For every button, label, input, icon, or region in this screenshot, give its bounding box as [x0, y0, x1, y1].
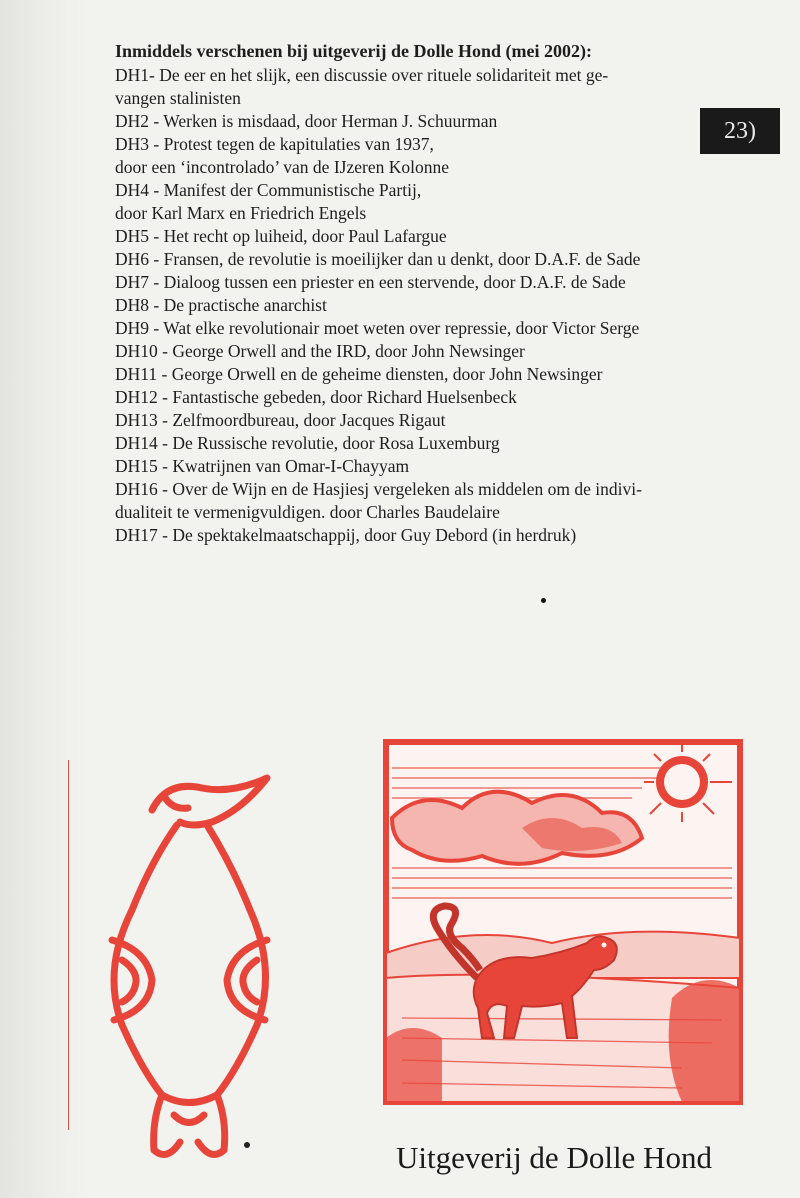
- list-entry: DH17 - De spektakelmaatschappij, door Guy Debord (in herdruk): [115, 525, 577, 545]
- list-entry: door Karl Marx en Friedrich Engels: [115, 203, 367, 223]
- list-entry: DH11 - George Orwell en de geheime diensten, door John Newsinger: [115, 364, 603, 384]
- list-heading: Inmiddels verschenen bij uitgeverij de Dolle Hond (mei 2002):: [115, 41, 592, 61]
- list-entry: DH9 - Wat elke revolutionair moet weten over repressie, door Victor Serge: [115, 318, 640, 338]
- list-entry: DH3 - Protest tegen de kapitulaties van 1937,: [115, 134, 434, 154]
- red-vase-figure-icon: [92, 770, 282, 1170]
- list-entry: DH14 - De Russische revolutie, door Rosa Luxemburg: [115, 433, 500, 453]
- list-entry: DH12 - Fantastische gebeden, door Richard Huelsenbeck: [115, 387, 517, 407]
- list-entry: DH15 - Kwatrijnen van Omar-I-Chayyam: [115, 456, 410, 476]
- woodcut-dog-under-sun-icon: [382, 738, 744, 1106]
- list-entry: DH2 - Werken is misdaad, door Herman J. Schuurman: [115, 111, 498, 131]
- list-entry: vangen stalinisten: [115, 88, 241, 108]
- ink-dot: [541, 598, 546, 603]
- list-entry: door een ‘incontrolado’ van de IJzeren Kolonne: [115, 157, 449, 177]
- left-rule: [68, 760, 69, 1130]
- page-number-tab: 23): [700, 108, 780, 154]
- list-entry: DH7 - Dialoog tussen een priester en een stervende, door D.A.F. de Sade: [115, 272, 626, 292]
- list-entry: DH1- De eer en het slijk, een discussie over rituele solidariteit met ge-: [115, 65, 609, 85]
- list-entry: DH5 - Het recht op luiheid, door Paul Lafargue: [115, 226, 447, 246]
- list-entry: DH4 - Manifest der Communistische Partij,: [115, 180, 422, 200]
- publisher-name: Uitgeverij de Dolle Hond: [396, 1140, 712, 1175]
- list-entry: DH16 - Over de Wijn en de Hasjiesj vergeleken als middelen om de indivi-: [115, 479, 642, 499]
- page-edge-shadow: [0, 0, 90, 1198]
- list-entry: DH8 - De practische anarchist: [115, 295, 327, 315]
- list-entry: DH6 - Fransen, de revolutie is moeilijker dan u denkt, door D.A.F. de Sade: [115, 249, 641, 269]
- list-entry: DH13 - Zelfmoordbureau, door Jacques Rigaut: [115, 410, 446, 430]
- list-entry: dualiteit te vermenigvuldigen. door Charles Baudelaire: [115, 502, 500, 522]
- publication-list: [115, 40, 745, 547]
- list-entry: DH10 - George Orwell and the IRD, door John Newsinger: [115, 341, 525, 361]
